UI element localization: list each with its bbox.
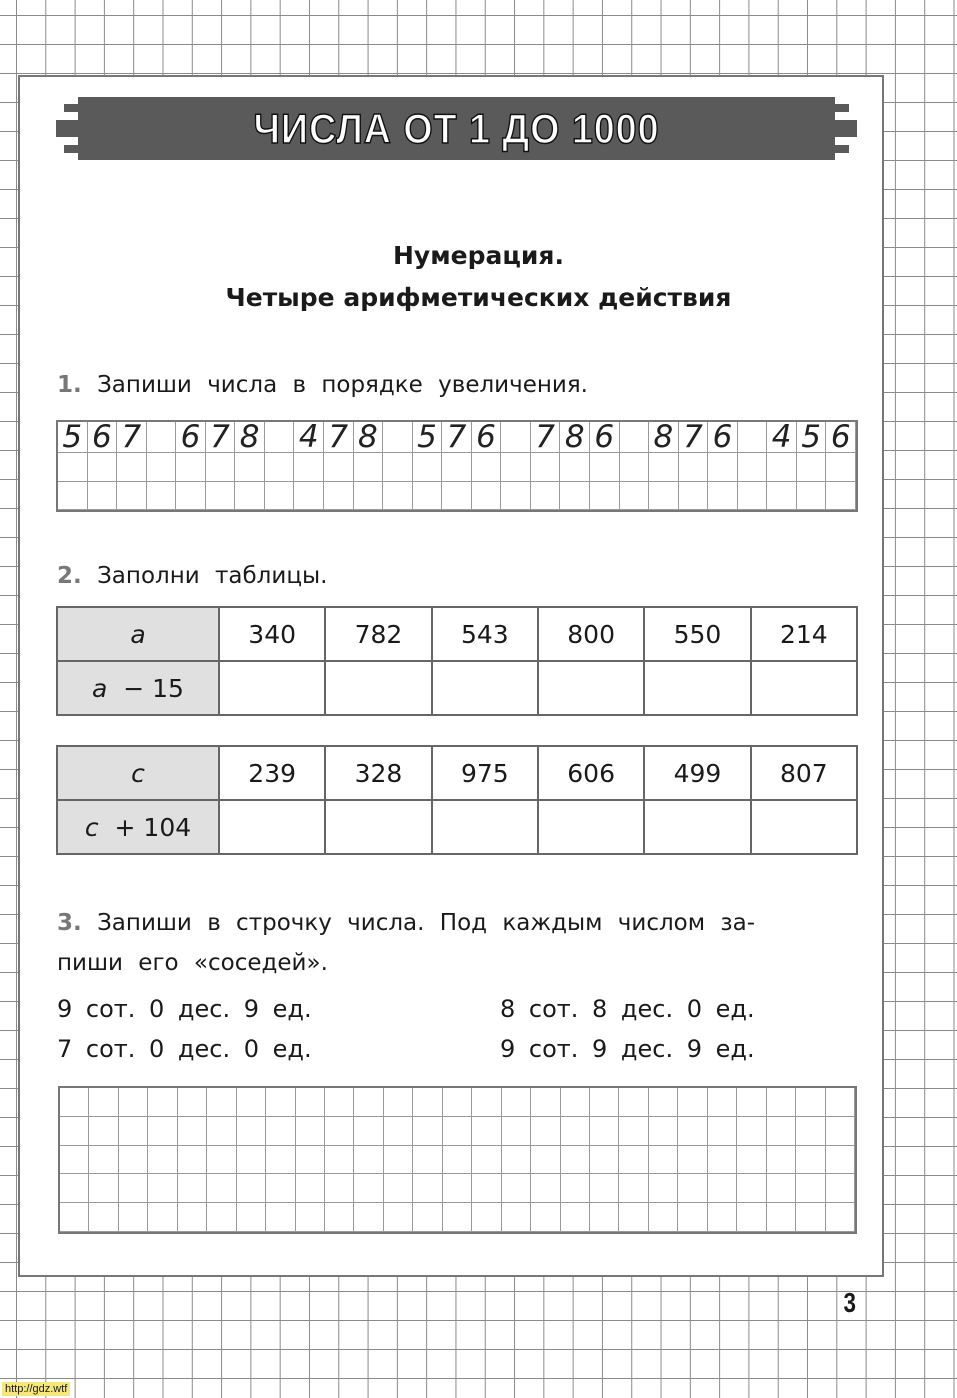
- grid-cell[interactable]: [590, 1174, 619, 1203]
- value-cell: 782: [325, 607, 431, 661]
- grid-cell[interactable]: [294, 453, 324, 482]
- grid-cell[interactable]: [590, 453, 620, 482]
- grid-cell[interactable]: [649, 1088, 678, 1117]
- grid-cell[interactable]: [590, 1088, 619, 1117]
- grid-cell[interactable]: [472, 482, 502, 511]
- task-number: 2.: [57, 563, 82, 589]
- grid-cell[interactable]: [294, 482, 324, 511]
- grid-cell[interactable]: [324, 453, 354, 482]
- grid-cell[interactable]: [60, 1088, 89, 1117]
- value-cell: 499: [644, 746, 750, 800]
- grid-cell[interactable]: [207, 1146, 236, 1175]
- banner-ornament-left: [64, 145, 78, 153]
- answer-cell[interactable]: [325, 800, 431, 854]
- grid-cell[interactable]: [147, 453, 177, 482]
- grid-cell[interactable]: [119, 1203, 148, 1232]
- grid-cell[interactable]: [620, 422, 650, 453]
- banner-ornament-right: [835, 104, 849, 112]
- grid-cell[interactable]: [796, 1146, 825, 1175]
- task-2-prompt: [57, 563, 327, 589]
- answer-cell[interactable]: [219, 800, 325, 854]
- value-cell: 543: [432, 607, 538, 661]
- grid-cell[interactable]: [265, 482, 295, 511]
- grid-cell[interactable]: [443, 1174, 472, 1203]
- grid-cell[interactable]: [324, 482, 354, 511]
- grid-cell[interactable]: [826, 1117, 855, 1146]
- table-row-label: [57, 800, 219, 854]
- grid-cell[interactable]: [472, 1146, 501, 1175]
- grid-cell[interactable]: [119, 1174, 148, 1203]
- grid-cell[interactable]: [119, 1117, 148, 1146]
- grid-cell[interactable]: [176, 453, 206, 482]
- grid-cell[interactable]: [354, 1174, 383, 1203]
- handwritten-digit: 7: [442, 422, 472, 453]
- grid-cell[interactable]: [60, 1117, 89, 1146]
- grid-cell[interactable]: [796, 1088, 825, 1117]
- grid-cell[interactable]: [502, 1174, 531, 1203]
- table-row: [57, 607, 857, 661]
- grid-cell[interactable]: [708, 1117, 737, 1146]
- handwritten-digit: 8: [354, 422, 384, 453]
- value-cell: 606: [538, 746, 644, 800]
- grid-cell[interactable]: [88, 453, 118, 482]
- grid-cell[interactable]: [443, 1146, 472, 1175]
- answer-cell[interactable]: [432, 661, 538, 715]
- chapter-banner: [78, 97, 835, 160]
- grid-cell[interactable]: [296, 1174, 325, 1203]
- number-item: 9 сот. 0 дес. 9 ед.: [57, 995, 312, 1023]
- grid-cell[interactable]: [325, 1146, 354, 1175]
- grid-cell[interactable]: [826, 453, 856, 482]
- grid-cell[interactable]: [117, 453, 147, 482]
- grid-cell[interactable]: [678, 1174, 707, 1203]
- grid-cell[interactable]: [383, 422, 413, 453]
- task-3-prompt: [57, 910, 755, 936]
- grid-cell[interactable]: [767, 1203, 796, 1232]
- grid-cell[interactable]: [60, 1174, 89, 1203]
- grid-cell[interactable]: [649, 1203, 678, 1232]
- grid-cell[interactable]: [472, 453, 502, 482]
- grid-cell[interactable]: [649, 1174, 678, 1203]
- grid-cell[interactable]: [58, 482, 88, 511]
- answer-cell[interactable]: [538, 800, 644, 854]
- banner-ornament-left: [64, 104, 78, 112]
- grid-cell[interactable]: [354, 1203, 383, 1232]
- grid-cell[interactable]: [590, 1117, 619, 1146]
- grid-cell[interactable]: [649, 1146, 678, 1175]
- grid-cell[interactable]: [708, 1203, 737, 1232]
- grid-cell[interactable]: [147, 422, 177, 453]
- grid-cell[interactable]: [384, 1117, 413, 1146]
- grid-cell[interactable]: [561, 1203, 590, 1232]
- grid-cell[interactable]: [383, 482, 413, 511]
- grid-cell[interactable]: [413, 1117, 442, 1146]
- grid-cell[interactable]: [531, 1174, 560, 1203]
- grid-cell[interactable]: [708, 1088, 737, 1117]
- grid-cell[interactable]: [354, 1088, 383, 1117]
- grid-cell[interactable]: [117, 482, 147, 511]
- grid-cell[interactable]: [678, 1117, 707, 1146]
- handwritten-digit: 4: [294, 422, 324, 453]
- grid-cell[interactable]: [826, 1146, 855, 1175]
- handwritten-digit: 7: [679, 422, 709, 453]
- task-number: 3.: [57, 910, 82, 936]
- grid-cell[interactable]: [206, 453, 236, 482]
- table-header-cell: a: [57, 607, 219, 661]
- grid-cell[interactable]: [325, 1117, 354, 1146]
- grid-cell[interactable]: [531, 1203, 560, 1232]
- grid-cell[interactable]: [561, 1174, 590, 1203]
- grid-cell[interactable]: [442, 453, 472, 482]
- grid-cell[interactable]: [767, 1174, 796, 1203]
- grid-cell[interactable]: [472, 1088, 501, 1117]
- grid-cell[interactable]: [738, 453, 768, 482]
- grid-cell[interactable]: [60, 1203, 89, 1232]
- grid-cell[interactable]: [207, 1117, 236, 1146]
- handwritten-digit: 5: [797, 422, 827, 453]
- grid-cell[interactable]: [590, 1203, 619, 1232]
- grid-cell[interactable]: [737, 1088, 766, 1117]
- grid-cell[interactable]: [148, 1146, 177, 1175]
- value-cell: 807: [751, 746, 857, 800]
- answer-cell[interactable]: [325, 661, 431, 715]
- grid-cell[interactable]: [620, 453, 650, 482]
- grid-cell[interactable]: [354, 482, 384, 511]
- grid-cell[interactable]: [176, 482, 206, 511]
- grid-cell[interactable]: [178, 1088, 207, 1117]
- grid-cell[interactable]: [237, 1203, 266, 1232]
- grid-cell[interactable]: [413, 1146, 442, 1175]
- task-text: Заполни таблицы.: [97, 563, 328, 589]
- page-number: 3: [843, 1287, 857, 1318]
- grid-cell[interactable]: [796, 1117, 825, 1146]
- table-a: [56, 606, 858, 716]
- grid-cell[interactable]: [472, 1203, 501, 1232]
- grid-cell[interactable]: [502, 1117, 531, 1146]
- grid-cell[interactable]: [678, 1088, 707, 1117]
- grid-cell[interactable]: [266, 1117, 295, 1146]
- handwritten-digit: 7: [117, 422, 147, 453]
- grid-cell[interactable]: [737, 1117, 766, 1146]
- grid-cell[interactable]: [531, 482, 561, 511]
- grid-cell[interactable]: [413, 1088, 442, 1117]
- watermark: http://gdz.wtf: [2, 1382, 70, 1396]
- grid-cell[interactable]: [178, 1203, 207, 1232]
- grid-cell[interactable]: [797, 482, 827, 511]
- grid-cell[interactable]: [767, 1117, 796, 1146]
- grid-cell[interactable]: [354, 1117, 383, 1146]
- handwritten-digit: 7: [324, 422, 354, 453]
- grid-cell[interactable]: [235, 482, 265, 511]
- grid-cell[interactable]: [737, 1174, 766, 1203]
- grid-cell[interactable]: [619, 1203, 648, 1232]
- answer-cell[interactable]: [219, 661, 325, 715]
- grid-cell[interactable]: [207, 1203, 236, 1232]
- grid-cell[interactable]: [708, 482, 738, 511]
- grid-cell[interactable]: [237, 1146, 266, 1175]
- grid-cell[interactable]: [767, 1088, 796, 1117]
- number-item: 8 сот. 8 дес. 0 ед.: [500, 995, 755, 1023]
- grid-cell[interactable]: [413, 1203, 442, 1232]
- handwritten-digit: 7: [531, 422, 561, 453]
- table-header-cell: c: [57, 746, 219, 800]
- grid-cell[interactable]: [560, 482, 590, 511]
- handwritten-digit: 4: [767, 422, 797, 453]
- answer-cell[interactable]: [538, 661, 644, 715]
- grid-cell[interactable]: [708, 1146, 737, 1175]
- grid-cell[interactable]: [767, 1146, 796, 1175]
- grid-cell[interactable]: [826, 482, 856, 511]
- grid-cell[interactable]: [296, 1117, 325, 1146]
- grid-cell[interactable]: [590, 482, 620, 511]
- grid-cell[interactable]: [206, 482, 236, 511]
- grid-cell[interactable]: [560, 453, 590, 482]
- table-row-label: [57, 661, 219, 715]
- grid-cell[interactable]: [89, 1088, 118, 1117]
- answer-cell[interactable]: [432, 800, 538, 854]
- grid-cell[interactable]: [384, 1174, 413, 1203]
- grid-cell[interactable]: [619, 1146, 648, 1175]
- grid-cell[interactable]: [531, 1088, 560, 1117]
- grid-cell[interactable]: [296, 1203, 325, 1232]
- grid-cell[interactable]: [148, 1203, 177, 1232]
- variable: c: [84, 812, 99, 842]
- grid-cell[interactable]: [531, 1146, 560, 1175]
- grid-cell[interactable]: [679, 453, 709, 482]
- grid-cell[interactable]: [767, 482, 797, 511]
- task-1-answer-grid[interactable]: [56, 420, 858, 512]
- grid-cell[interactable]: [531, 453, 561, 482]
- grid-cell[interactable]: [384, 1088, 413, 1117]
- grid-cell[interactable]: [148, 1088, 177, 1117]
- task-text: Запиши в строчку числа. Под каждым числом за-: [97, 910, 756, 936]
- grid-cell[interactable]: [767, 453, 797, 482]
- grid-cell[interactable]: [619, 1174, 648, 1203]
- grid-cell[interactable]: [442, 482, 472, 511]
- grid-cell[interactable]: [679, 482, 709, 511]
- number-item: 7 сот. 0 дес. 0 ед.: [57, 1035, 312, 1063]
- value-cell: 975: [432, 746, 538, 800]
- grid-cell[interactable]: [237, 1174, 266, 1203]
- grid-cell[interactable]: [119, 1088, 148, 1117]
- grid-cell[interactable]: [443, 1088, 472, 1117]
- grid-cell[interactable]: [796, 1174, 825, 1203]
- grid-cell[interactable]: [501, 482, 531, 511]
- grid-cell[interactable]: [502, 1146, 531, 1175]
- grid-cell[interactable]: [413, 482, 443, 511]
- table-row: [57, 800, 857, 854]
- grid-cell[interactable]: [235, 453, 265, 482]
- grid-cell[interactable]: [826, 1203, 855, 1232]
- grid-cell[interactable]: [649, 1117, 678, 1146]
- handwritten-digit: 5: [413, 422, 443, 453]
- grid-cell[interactable]: [325, 1203, 354, 1232]
- grid-cell[interactable]: [737, 1146, 766, 1175]
- grid-cell[interactable]: [649, 482, 679, 511]
- handwritten-digit: 7: [206, 422, 236, 453]
- answer-cell[interactable]: [751, 661, 857, 715]
- grid-cell[interactable]: [237, 1117, 266, 1146]
- grid-cell[interactable]: [383, 453, 413, 482]
- grid-cell[interactable]: [738, 422, 768, 453]
- grid-cell[interactable]: [148, 1117, 177, 1146]
- chapter-title: ЧИСЛА ОТ 1 ДО 1000: [253, 105, 660, 152]
- grid-cell[interactable]: [708, 1174, 737, 1203]
- section-subtitle: Четыре арифметических действия: [225, 283, 732, 312]
- grid-cell[interactable]: [178, 1117, 207, 1146]
- handwritten-digit: 5: [58, 422, 88, 453]
- banner-ornament-right: [835, 120, 857, 137]
- table-c: [56, 745, 858, 855]
- grid-cell[interactable]: [384, 1146, 413, 1175]
- grid-cell[interactable]: [354, 453, 384, 482]
- grid-cell[interactable]: [443, 1117, 472, 1146]
- grid-cell[interactable]: [678, 1203, 707, 1232]
- handwritten-digit: 6: [590, 422, 620, 453]
- value-cell: 239: [219, 746, 325, 800]
- value-cell: 800: [538, 607, 644, 661]
- grid-cell[interactable]: [531, 1117, 560, 1146]
- grid-cell[interactable]: [502, 1088, 531, 1117]
- expression: + 104: [114, 812, 192, 842]
- grid-cell[interactable]: [147, 482, 177, 511]
- grid-cell[interactable]: [266, 1203, 295, 1232]
- grid-cell[interactable]: [826, 1088, 855, 1117]
- grid-cell[interactable]: [472, 1117, 501, 1146]
- grid-cell[interactable]: [384, 1203, 413, 1232]
- variable: a: [92, 673, 108, 703]
- grid-cell[interactable]: [678, 1146, 707, 1175]
- grid-cell[interactable]: [708, 453, 738, 482]
- grid-cell[interactable]: [737, 1203, 766, 1232]
- grid-cell[interactable]: [501, 453, 531, 482]
- answer-cell[interactable]: [644, 800, 750, 854]
- grid-cell[interactable]: [649, 453, 679, 482]
- grid-cell[interactable]: [619, 1117, 648, 1146]
- grid-cell[interactable]: [296, 1088, 325, 1117]
- task-number: 1.: [57, 372, 82, 398]
- handwritten-digit: 6: [472, 422, 502, 453]
- grid-cell[interactable]: [265, 453, 295, 482]
- grid-cell[interactable]: [178, 1174, 207, 1203]
- grid-cell[interactable]: [738, 482, 768, 511]
- answer-cell[interactable]: [751, 800, 857, 854]
- grid-cell[interactable]: [119, 1146, 148, 1175]
- grid-cell[interactable]: [413, 1174, 442, 1203]
- grid-cell[interactable]: [826, 1174, 855, 1203]
- handwritten-digit: 8: [649, 422, 679, 453]
- grid-cell[interactable]: [237, 1088, 266, 1117]
- grid-cell[interactable]: [590, 1146, 619, 1175]
- grid-cell[interactable]: [325, 1174, 354, 1203]
- value-cell: 550: [644, 607, 750, 661]
- grid-cell[interactable]: [561, 1088, 590, 1117]
- table-row: [57, 661, 857, 715]
- handwritten-digit: 8: [235, 422, 265, 453]
- table-row: [57, 746, 857, 800]
- grid-cell[interactable]: [266, 1146, 295, 1175]
- grid-cell[interactable]: [148, 1174, 177, 1203]
- task-text: Запиши числа в порядке увеличения.: [97, 372, 588, 398]
- grid-cell[interactable]: [472, 1174, 501, 1203]
- value-cell: 328: [325, 746, 431, 800]
- grid-cell[interactable]: [58, 453, 88, 482]
- grid-cell[interactable]: [797, 453, 827, 482]
- section-title: Нумерация.: [393, 241, 564, 270]
- grid-cell[interactable]: [207, 1088, 236, 1117]
- grid-cell[interactable]: [88, 482, 118, 511]
- grid-cell[interactable]: [266, 1088, 295, 1117]
- grid-cell[interactable]: [89, 1203, 118, 1232]
- value-cell: 340: [219, 607, 325, 661]
- grid-cell[interactable]: [207, 1174, 236, 1203]
- expression: − 15: [123, 673, 184, 703]
- answer-cell[interactable]: [644, 661, 750, 715]
- grid-cell[interactable]: [501, 422, 531, 453]
- grid-cell[interactable]: [325, 1088, 354, 1117]
- grid-cell[interactable]: [266, 1174, 295, 1203]
- task-3-prompt-cont: пиши его «соседей».: [57, 950, 328, 976]
- grid-cell[interactable]: [561, 1117, 590, 1146]
- grid-cell[interactable]: [796, 1203, 825, 1232]
- grid-cell[interactable]: [89, 1117, 118, 1146]
- handwritten-digit: 6: [176, 422, 206, 453]
- banner-ornament-right: [835, 145, 849, 153]
- grid-cell[interactable]: [443, 1203, 472, 1232]
- banner-ornament-left: [56, 120, 78, 137]
- grid-cell[interactable]: [60, 1146, 89, 1175]
- grid-cell[interactable]: [619, 1088, 648, 1117]
- grid-cell[interactable]: [296, 1146, 325, 1175]
- grid-cell[interactable]: [413, 453, 443, 482]
- grid-cell[interactable]: [502, 1203, 531, 1232]
- number-item: 9 сот. 9 дес. 9 ед.: [500, 1035, 755, 1063]
- grid-cell[interactable]: [89, 1174, 118, 1203]
- handwritten-digit: 8: [560, 422, 590, 453]
- grid-cell[interactable]: [620, 482, 650, 511]
- handwritten-digit: 6: [826, 422, 856, 453]
- grid-cell[interactable]: [265, 422, 295, 453]
- value-cell: 214: [751, 607, 857, 661]
- grid-cell[interactable]: [561, 1146, 590, 1175]
- grid-cell[interactable]: [354, 1146, 383, 1175]
- grid-cell[interactable]: [89, 1146, 118, 1175]
- handwritten-digit: 6: [708, 422, 738, 453]
- grid-cell[interactable]: [178, 1146, 207, 1175]
- task-1-prompt: [57, 372, 588, 398]
- handwritten-digit: 6: [88, 422, 118, 453]
- task-3-answer-grid[interactable]: [58, 1086, 857, 1234]
